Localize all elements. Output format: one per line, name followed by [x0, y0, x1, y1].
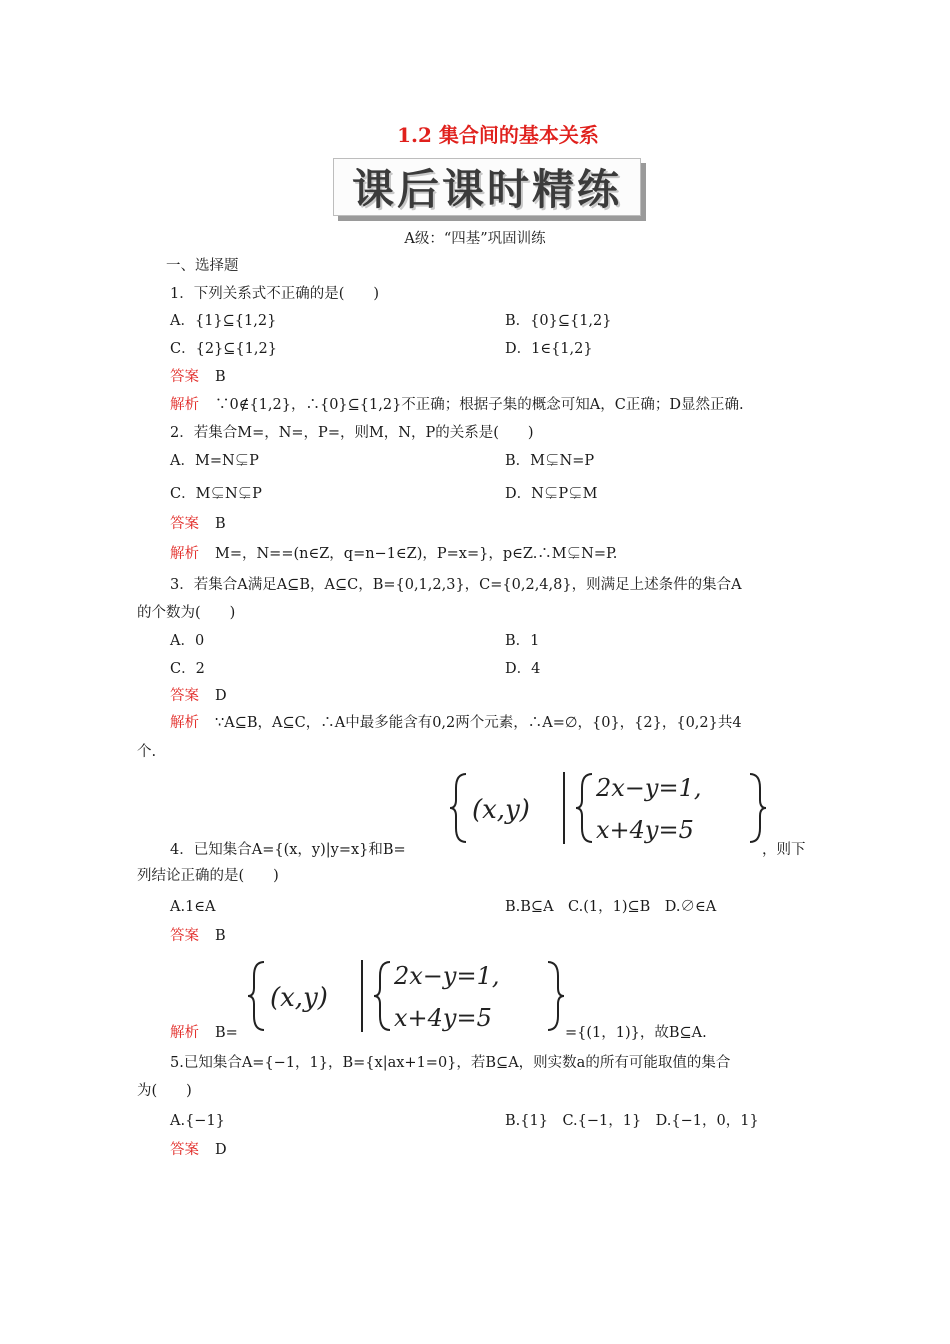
q2-option-a: A．M=N⊊P [170, 453, 259, 469]
q3-option-d: D．4 [505, 661, 541, 677]
equation-1: 2x−y=1, [596, 774, 702, 802]
q4-stem-line2: 列结论正确的是( ) [137, 868, 279, 884]
q4-answer-row [170, 926, 226, 946]
q4-analysis-row [170, 1023, 238, 1043]
answer-label: 答案 [170, 928, 199, 944]
q5-answer: D [215, 1142, 227, 1158]
q4-stem-line1: 4．已知集合A={(x，y)|y=x}和B= [170, 842, 406, 858]
q2-option-c: C．M⊊N⊊P [170, 486, 262, 502]
q3-answer: D [215, 688, 227, 704]
equation-1: 2x−y=1, [394, 962, 500, 990]
page-title: 1.2 集合间的基本关系 [397, 123, 599, 147]
section-banner [333, 158, 641, 216]
q3-analysis-row [170, 713, 742, 733]
answer-label: 答案 [170, 688, 199, 704]
equation-2: x+4y=5 [596, 816, 694, 844]
q3-stem-line2: 的个数为( ) [137, 605, 236, 621]
q4-option-a: A.1∈A [170, 899, 216, 915]
banner-text: 课后课时精练 [351, 165, 622, 214]
q3-analysis-line2: 个. [137, 744, 157, 760]
q2-answer-row [170, 514, 226, 534]
q1-option-a: A．{1}⊆{1,2} [170, 313, 277, 329]
analysis-label: 解析 [170, 715, 199, 731]
q1-analysis-row [170, 395, 744, 415]
answer-label: 答案 [170, 516, 199, 532]
q3-option-b: B．1 [505, 633, 540, 649]
q5-option-a: A.{−1} [170, 1113, 225, 1129]
set-pair: (x,y) [472, 795, 530, 825]
analysis-label: 解析 [170, 1025, 199, 1041]
q5-stem-line2: 为( ) [137, 1083, 192, 1099]
q1-stem: 1．下列关系式不正确的是( ) [170, 286, 380, 302]
q1-answer: B [215, 369, 226, 385]
set-pair: (x,y) [270, 983, 328, 1013]
level-heading: A级：“四基”巩固训练 [404, 231, 546, 247]
q4-set-formula [450, 768, 770, 848]
q4-analysis-post: ={(1，1)}，故B⊆A. [565, 1025, 707, 1041]
q5-options-bcd: B.{1} C.{−1，1} D.{−1，0，1} [505, 1113, 759, 1129]
q1-option-b: B．{0}⊆{1,2} [505, 313, 612, 329]
q2-option-b: B．M⊊N=P [505, 453, 595, 469]
q3-analysis-line1: ∵A⊆B，A⊆C，∴A中最多能含有0,2两个元素，∴A=∅，{0}，{2}，{0,2}共4 [215, 715, 742, 731]
q1-option-d: D．1∈{1,2} [505, 341, 593, 357]
q3-stem-line1: 3．若集合A满足A⊆B，A⊆C，B={0,1,2,3}，C={0,2,4,8}，则满足上述条件的集合A [170, 577, 742, 593]
analysis-label: 解析 [170, 397, 199, 413]
q3-answer-row [170, 686, 227, 706]
analysis-label: 解析 [170, 546, 199, 562]
q2-analysis: M=，N==(n∈Z，q=n−1∈Z)，P=x=}，p∈Z.∴M⊊N=P. [215, 546, 618, 562]
q4-options-bcd: B.B⊆A C.(1，1)⊆B D.∅∈A [505, 899, 717, 915]
q2-analysis-row [170, 544, 617, 564]
q1-answer-row [170, 367, 226, 387]
q2-stem: 2．若集合M=，N=，P=，则M，N，P的关系是( ) [170, 425, 534, 441]
q4-analysis-formula [248, 956, 568, 1036]
q2-option-d: D．N⊊P⊊M [505, 486, 598, 502]
q1-option-c: C．{2}⊆{1,2} [170, 341, 277, 357]
q5-answer-row [170, 1140, 227, 1160]
answer-label: 答案 [170, 369, 199, 385]
q1-analysis: ∵0∉{1,2}，∴{0}⊆{1,2}不正确；根据子集的概念可知A，C正确；D显然正确. [215, 397, 744, 413]
answer-label: 答案 [170, 1142, 199, 1158]
equation-2: x+4y=5 [394, 1004, 492, 1032]
q2-answer: B [215, 516, 226, 532]
q4-stem-tail: ，则下 [762, 842, 806, 858]
q3-option-c: C．2 [170, 661, 205, 677]
q4-answer: B [215, 928, 226, 944]
q3-option-a: A．0 [170, 633, 205, 649]
q5-stem-line1: 5.已知集合A={−1，1}，B={x|ax+1=0}，若B⊆A，则实数a的所有可能取值的集合 [170, 1055, 731, 1071]
q4-analysis-pre: B= [215, 1025, 238, 1041]
section-heading: 一、选择题 [166, 258, 239, 274]
